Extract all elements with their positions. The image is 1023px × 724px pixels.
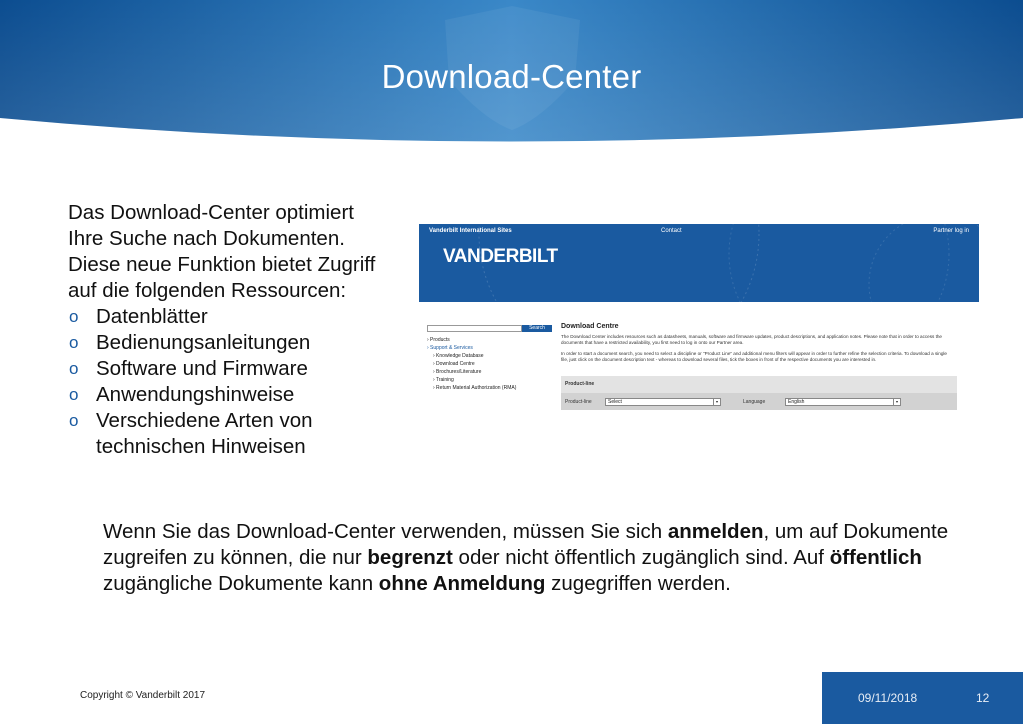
list-item: o Software und Firmware — [69, 357, 308, 380]
partner-login-link: Partner log in — [933, 228, 969, 234]
nav-item: › Training — [433, 377, 454, 383]
resource-list — [68, 304, 388, 460]
login-note: Wenn Sie das Download-Center verwenden, müssen Sie sich anmelden, um auf Dokumente zugreifen zu können, die nur begrenzt oder nicht öffentlich zugänglich sind. Auf öffentlich zugängliche Dokumente kann ohne Anmeldung zugegriffen werden. — [103, 520, 949, 595]
description-paragraph: The Download Center includes resources such as datasheets, manuals, software and firmware updates, product descriptions, and application notes. Please note that in order to access the documents that have a restricted availability, you first need to log in onto our Partner area. — [561, 334, 942, 345]
language-label: Language — [743, 399, 766, 405]
language-select: English ▾ — [785, 398, 901, 406]
list-item: o Datenblätter — [69, 305, 208, 328]
download-centre-heading: Download Centre — [561, 323, 619, 330]
search-input — [427, 325, 522, 332]
bullet-marker: o — [69, 411, 79, 430]
side-navigation — [427, 336, 557, 392]
emphasis-oeffentlich: öffentlich — [829, 546, 922, 569]
chevron-down-icon: ▾ — [893, 399, 900, 405]
vanderbilt-logo: VANDERBILT — [443, 246, 558, 267]
emphasis-ohne-anmeldung: ohne Anmeldung — [378, 572, 546, 595]
download-centre-content — [561, 324, 955, 368]
slide-number: 12 — [976, 691, 990, 705]
list-item: o Verschiedene Arten von technischen Hinweisen — [69, 409, 313, 458]
product-line-select: Select ▾ — [605, 398, 721, 406]
bullet-marker: o — [69, 333, 79, 352]
instructions-paragraph: In order to start a document search, you need to select a discipline or "Product Line" and additional menu filters will appear in order to further refine the selection criteria. To download a single file, just click on the document description text - whereas to download several files, tick the boxes in front of the respective documents you are interested in. — [561, 351, 947, 362]
intro-text: Das Download-Center optimiert Ihre Suche nach Dokumenten. Diese neue Funktion bietet Zugriff auf die folgenden Ressourcen: — [68, 201, 376, 302]
website-screenshot — [419, 224, 979, 412]
bullet-marker: o — [69, 385, 79, 404]
emphasis-anmelden: anmelden — [667, 520, 764, 543]
screenshot-header — [419, 224, 979, 302]
nav-item: › Support & Services — [427, 345, 473, 351]
bullet-marker: o — [69, 359, 79, 378]
copyright-text: Copyright © Vanderbilt 2017 — [80, 690, 206, 701]
international-sites-link: Vanderbilt International Sites — [429, 228, 512, 234]
slide-date: 09/11/2018 — [858, 691, 918, 705]
list-item: o Anwendungshinweise — [69, 383, 295, 406]
nav-item: › Return Material Authorization (RMA) — [433, 385, 517, 391]
chevron-down-icon: ▾ — [713, 399, 720, 405]
emphasis-begrenzt: begrenzt — [367, 546, 453, 569]
nav-item: › Knowledge Database — [433, 353, 484, 359]
nav-item: › Download Centre — [433, 361, 475, 367]
contact-link: Contact — [661, 228, 682, 234]
nav-item: › Brochures/Literature — [433, 369, 482, 375]
filter-panel — [561, 376, 957, 410]
filter-title: Product-line — [565, 381, 595, 387]
bullet-marker: o — [69, 307, 79, 326]
footer-box — [822, 672, 1023, 724]
slide-title: Download-Center — [381, 58, 642, 95]
list-item: o Bedienungsanleitungen — [69, 331, 311, 354]
nav-item: › Products — [427, 337, 450, 343]
product-line-label: Product-line — [565, 399, 592, 405]
search-button: Search — [522, 325, 552, 332]
intro-block — [68, 200, 388, 460]
